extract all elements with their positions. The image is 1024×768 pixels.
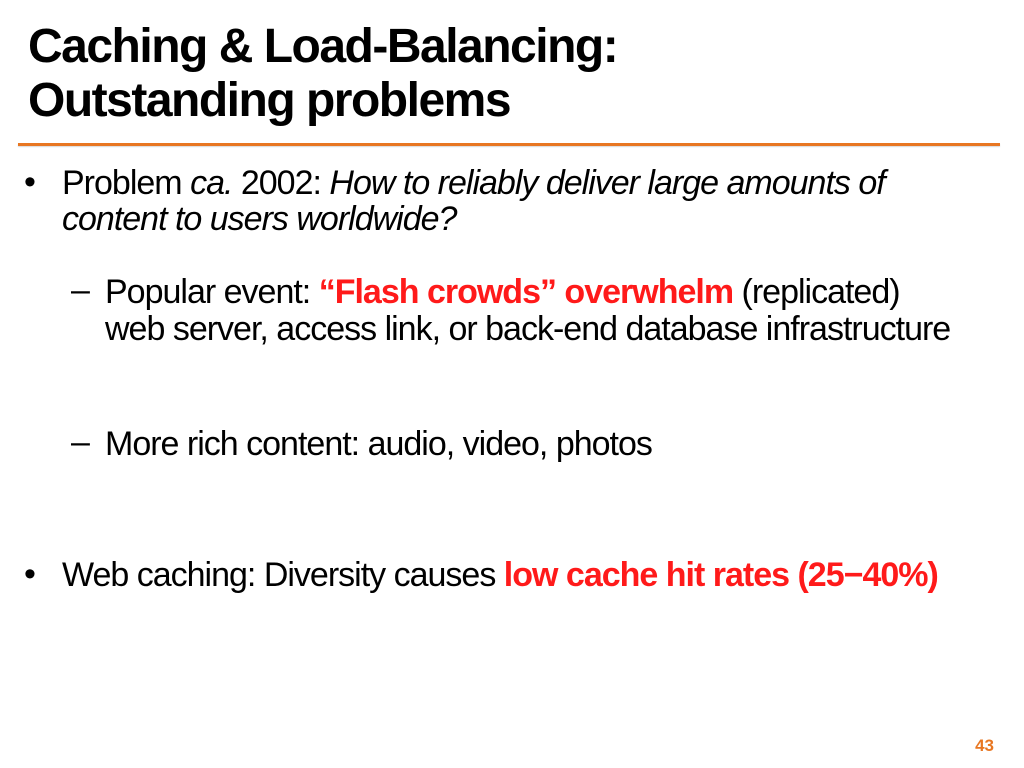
slide-title [28, 20, 988, 128]
subbullet-popular-highlight: “Flash crowds” overwhelm [318, 273, 734, 311]
subbullet-popular-event [71, 271, 965, 348]
bullet-problem-ca: ca. [190, 164, 233, 202]
bullet-problem-year: 2002: [232, 164, 330, 202]
bullet-marker: • [24, 555, 35, 593]
bullet-caching-prefix: Web caching: Diversity causes [62, 556, 504, 594]
bullet-problem-prefix: Problem [62, 164, 191, 202]
title-line-1: Caching & Load-Balancing: [28, 20, 618, 73]
subbullet-popular-prefix: Popular event: [105, 273, 319, 311]
title-divider [18, 143, 1000, 146]
subbullet-popular-rest: (replicated) web server, access link, or back-end database infrastructure [105, 273, 951, 348]
dash-marker: – [71, 271, 89, 309]
page-number: 43 [975, 736, 994, 755]
bullet-problem [24, 163, 962, 238]
bullet-web-caching [24, 555, 962, 594]
bullet-problem-question: How to reliably deliver large amounts of content to users worldwide? [62, 164, 885, 238]
bullet-caching-highlight: low cache hit rates (25−40%) [503, 556, 938, 594]
subbullet-rich-content [71, 423, 965, 463]
dash-marker: – [71, 423, 89, 461]
title-line-2: Outstanding problems [28, 74, 511, 127]
subbullet-rich-text: More rich content: audio, video, photos [105, 425, 652, 463]
bullet-marker: • [24, 163, 35, 201]
